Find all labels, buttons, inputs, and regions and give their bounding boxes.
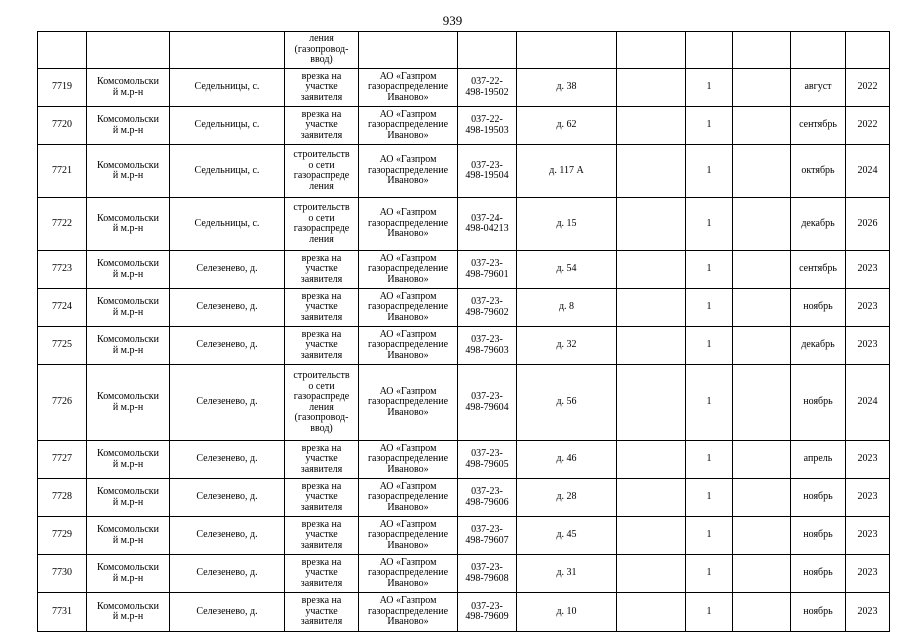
- cell-quantity: 1: [686, 69, 733, 107]
- cell-year: 2024: [846, 145, 890, 198]
- cell-empty: [617, 198, 686, 251]
- cell-empty: [359, 32, 458, 69]
- cell-purpose: врезка на участке заявителя: [285, 441, 359, 479]
- cell-organization: АО «Газпром газораспределение Иваново»: [359, 365, 458, 441]
- cell-year: 2023: [846, 555, 890, 593]
- cell-month: ноябрь: [791, 555, 846, 593]
- cell-quantity: 1: [686, 517, 733, 555]
- cell-purpose: врезка на участке заявителя: [285, 107, 359, 145]
- cell-purpose: врезка на участке заявителя: [285, 289, 359, 327]
- cell-district: Комсомольски й м.р-н: [87, 517, 170, 555]
- cell-month: декабрь: [791, 327, 846, 365]
- cell-empty: [617, 479, 686, 517]
- cell-code: 037-23- 498-79602: [458, 289, 517, 327]
- cell-empty: [617, 517, 686, 555]
- cell-locality: Селезенево, д.: [170, 555, 285, 593]
- cell-month: сентябрь: [791, 107, 846, 145]
- cell-month: октябрь: [791, 145, 846, 198]
- cell-district: Комсомольски й м.р-н: [87, 107, 170, 145]
- cell-month: ноябрь: [791, 479, 846, 517]
- cell-empty: [458, 32, 517, 69]
- table-body: [38, 32, 890, 632]
- cell-empty: [733, 32, 791, 69]
- cell-organization: АО «Газпром газораспределение Иваново»: [359, 145, 458, 198]
- cell-empty: [617, 69, 686, 107]
- cell-organization: АО «Газпром газораспределение Иваново»: [359, 69, 458, 107]
- cell-empty: [733, 145, 791, 198]
- cell-month: ноябрь: [791, 365, 846, 441]
- cell-empty: [617, 107, 686, 145]
- table-row: [38, 441, 890, 479]
- cell-code: 037-23- 498-79607: [458, 517, 517, 555]
- registry-table: [37, 31, 890, 632]
- cell-code: 037-23- 498-79606: [458, 479, 517, 517]
- cell-empty: [733, 517, 791, 555]
- cell-month: апрель: [791, 441, 846, 479]
- cell-organization: АО «Газпром газораспределение Иваново»: [359, 327, 458, 365]
- cell-locality: Селезенево, д.: [170, 593, 285, 632]
- cell-locality: Селезенево, д.: [170, 365, 285, 441]
- cell-empty: [617, 593, 686, 632]
- cell-house: д. 8: [517, 289, 617, 327]
- cell-locality: Селезенево, д.: [170, 327, 285, 365]
- cell-code: 037-23- 498-79603: [458, 327, 517, 365]
- table-row: [38, 593, 890, 632]
- cell-year: 2023: [846, 441, 890, 479]
- cell-year: 2023: [846, 479, 890, 517]
- cell-empty: [846, 32, 890, 69]
- cell-purpose: врезка на участке заявителя: [285, 517, 359, 555]
- cell-number: 7731: [38, 593, 87, 632]
- cell-empty: [791, 32, 846, 69]
- cell-quantity: 1: [686, 251, 733, 289]
- cell-empty: [733, 479, 791, 517]
- cell-purpose: врезка на участке заявителя: [285, 555, 359, 593]
- cell-year: 2023: [846, 327, 890, 365]
- cell-year: 2024: [846, 365, 890, 441]
- cell-empty: [733, 327, 791, 365]
- table-row: [38, 555, 890, 593]
- cell-district: Комсомольски й м.р-н: [87, 198, 170, 251]
- cell-empty: [733, 555, 791, 593]
- cell-number: 7722: [38, 198, 87, 251]
- cell-number: 7729: [38, 517, 87, 555]
- cell-empty: [617, 251, 686, 289]
- cell-code: 037-23- 498-79605: [458, 441, 517, 479]
- cell-house: д. 56: [517, 365, 617, 441]
- cell-empty: [617, 289, 686, 327]
- cell-empty: [38, 32, 87, 69]
- cell-number: 7719: [38, 69, 87, 107]
- table-row: [38, 517, 890, 555]
- cell-locality: Селезенево, д.: [170, 289, 285, 327]
- cell-house: д. 32: [517, 327, 617, 365]
- cell-empty: [617, 441, 686, 479]
- cell-empty: [617, 555, 686, 593]
- cell-purpose: строительств о сети газораспреде ления: [285, 198, 359, 251]
- cell-district: Комсомольски й м.р-н: [87, 251, 170, 289]
- cell-empty: [617, 145, 686, 198]
- cell-empty: [617, 365, 686, 441]
- cell-month: ноябрь: [791, 289, 846, 327]
- cell-locality: Селезенево, д.: [170, 479, 285, 517]
- cell-empty: [686, 32, 733, 69]
- cell-empty: [733, 365, 791, 441]
- table-row: [38, 327, 890, 365]
- cell-code: 037-23- 498-19504: [458, 145, 517, 198]
- cell-month: сентябрь: [791, 251, 846, 289]
- cell-number: 7723: [38, 251, 87, 289]
- cell-code: 037-23- 498-79604: [458, 365, 517, 441]
- cell-year: 2022: [846, 69, 890, 107]
- cell-code: 037-22- 498-19502: [458, 69, 517, 107]
- cell-quantity: 1: [686, 365, 733, 441]
- cell-year: 2023: [846, 517, 890, 555]
- cell-purpose: врезка на участке заявителя: [285, 69, 359, 107]
- cell-organization: АО «Газпром газораспределение Иваново»: [359, 479, 458, 517]
- cell-code: 037-23- 498-79601: [458, 251, 517, 289]
- cell-empty: [517, 32, 617, 69]
- cell-house: д. 45: [517, 517, 617, 555]
- table-row-continuation: [38, 32, 890, 69]
- cell-house: д. 62: [517, 107, 617, 145]
- cell-quantity: 1: [686, 145, 733, 198]
- cell-organization: АО «Газпром газораспределение Иваново»: [359, 251, 458, 289]
- cell-house: д. 117 А: [517, 145, 617, 198]
- cell-number: 7730: [38, 555, 87, 593]
- cell-purpose: ления (газопровод- ввод): [285, 32, 359, 69]
- cell-year: 2026: [846, 198, 890, 251]
- cell-district: Комсомольски й м.р-н: [87, 365, 170, 441]
- cell-code: 037-23- 498-79608: [458, 555, 517, 593]
- cell-empty: [617, 327, 686, 365]
- cell-code: 037-22- 498-19503: [458, 107, 517, 145]
- cell-number: 7726: [38, 365, 87, 441]
- table-row: [38, 289, 890, 327]
- cell-empty: [733, 289, 791, 327]
- cell-purpose: строительств о сети газораспреде ления: [285, 145, 359, 198]
- cell-house: д. 54: [517, 251, 617, 289]
- cell-house: д. 38: [517, 69, 617, 107]
- cell-district: Комсомольски й м.р-н: [87, 441, 170, 479]
- cell-locality: Седельницы, с.: [170, 145, 285, 198]
- table-row: [38, 107, 890, 145]
- cell-empty: [733, 441, 791, 479]
- cell-house: д. 15: [517, 198, 617, 251]
- cell-number: 7724: [38, 289, 87, 327]
- table-row: [38, 145, 890, 198]
- cell-organization: АО «Газпром газораспределение Иваново»: [359, 289, 458, 327]
- cell-empty: [733, 251, 791, 289]
- table-row: [38, 251, 890, 289]
- cell-empty: [733, 198, 791, 251]
- cell-empty: [733, 593, 791, 632]
- table-row: [38, 365, 890, 441]
- cell-quantity: 1: [686, 441, 733, 479]
- cell-organization: АО «Газпром газораспределение Иваново»: [359, 198, 458, 251]
- cell-month: декабрь: [791, 198, 846, 251]
- cell-locality: Седельницы, с.: [170, 69, 285, 107]
- cell-locality: Седельницы, с.: [170, 107, 285, 145]
- cell-house: д. 28: [517, 479, 617, 517]
- cell-empty: [87, 32, 170, 69]
- cell-district: Комсомольски й м.р-н: [87, 593, 170, 632]
- cell-district: Комсомольски й м.р-н: [87, 479, 170, 517]
- cell-quantity: 1: [686, 479, 733, 517]
- cell-quantity: 1: [686, 198, 733, 251]
- cell-house: д. 31: [517, 555, 617, 593]
- cell-organization: АО «Газпром газораспределение Иваново»: [359, 555, 458, 593]
- cell-district: Комсомольски й м.р-н: [87, 327, 170, 365]
- cell-empty: [617, 32, 686, 69]
- cell-year: 2023: [846, 593, 890, 632]
- cell-number: 7725: [38, 327, 87, 365]
- cell-empty: [733, 107, 791, 145]
- cell-quantity: 1: [686, 327, 733, 365]
- cell-locality: Селезенево, д.: [170, 441, 285, 479]
- cell-year: 2023: [846, 251, 890, 289]
- table-row: [38, 479, 890, 517]
- cell-month: ноябрь: [791, 517, 846, 555]
- cell-number: 7727: [38, 441, 87, 479]
- cell-empty: [733, 69, 791, 107]
- cell-month: ноябрь: [791, 593, 846, 632]
- cell-purpose: врезка на участке заявителя: [285, 327, 359, 365]
- cell-district: Комсомольски й м.р-н: [87, 69, 170, 107]
- cell-number: 7721: [38, 145, 87, 198]
- cell-district: Комсомольски й м.р-н: [87, 145, 170, 198]
- cell-year: 2022: [846, 107, 890, 145]
- cell-house: д. 10: [517, 593, 617, 632]
- cell-locality: Селезенево, д.: [170, 251, 285, 289]
- cell-locality: Селезенево, д.: [170, 517, 285, 555]
- cell-quantity: 1: [686, 107, 733, 145]
- cell-organization: АО «Газпром газораспределение Иваново»: [359, 441, 458, 479]
- cell-purpose: врезка на участке заявителя: [285, 593, 359, 632]
- cell-code: 037-23- 498-79609: [458, 593, 517, 632]
- cell-organization: АО «Газпром газораспределение Иваново»: [359, 517, 458, 555]
- cell-purpose: врезка на участке заявителя: [285, 251, 359, 289]
- cell-month: август: [791, 69, 846, 107]
- table-row: [38, 198, 890, 251]
- cell-purpose: врезка на участке заявителя: [285, 479, 359, 517]
- cell-empty: [170, 32, 285, 69]
- cell-quantity: 1: [686, 289, 733, 327]
- cell-organization: АО «Газпром газораспределение Иваново»: [359, 593, 458, 632]
- cell-year: 2023: [846, 289, 890, 327]
- page-number: 939: [442, 13, 463, 28]
- cell-quantity: 1: [686, 555, 733, 593]
- cell-code: 037-24- 498-04213: [458, 198, 517, 251]
- cell-house: д. 46: [517, 441, 617, 479]
- cell-number: 7720: [38, 107, 87, 145]
- cell-number: 7728: [38, 479, 87, 517]
- cell-locality: Седельницы, с.: [170, 198, 285, 251]
- cell-district: Комсомольски й м.р-н: [87, 289, 170, 327]
- cell-organization: АО «Газпром газораспределение Иваново»: [359, 107, 458, 145]
- cell-district: Комсомольски й м.р-н: [87, 555, 170, 593]
- cell-quantity: 1: [686, 593, 733, 632]
- table-row: [38, 69, 890, 107]
- cell-purpose: строительств о сети газораспреде ления (газопровод- ввод): [285, 365, 359, 441]
